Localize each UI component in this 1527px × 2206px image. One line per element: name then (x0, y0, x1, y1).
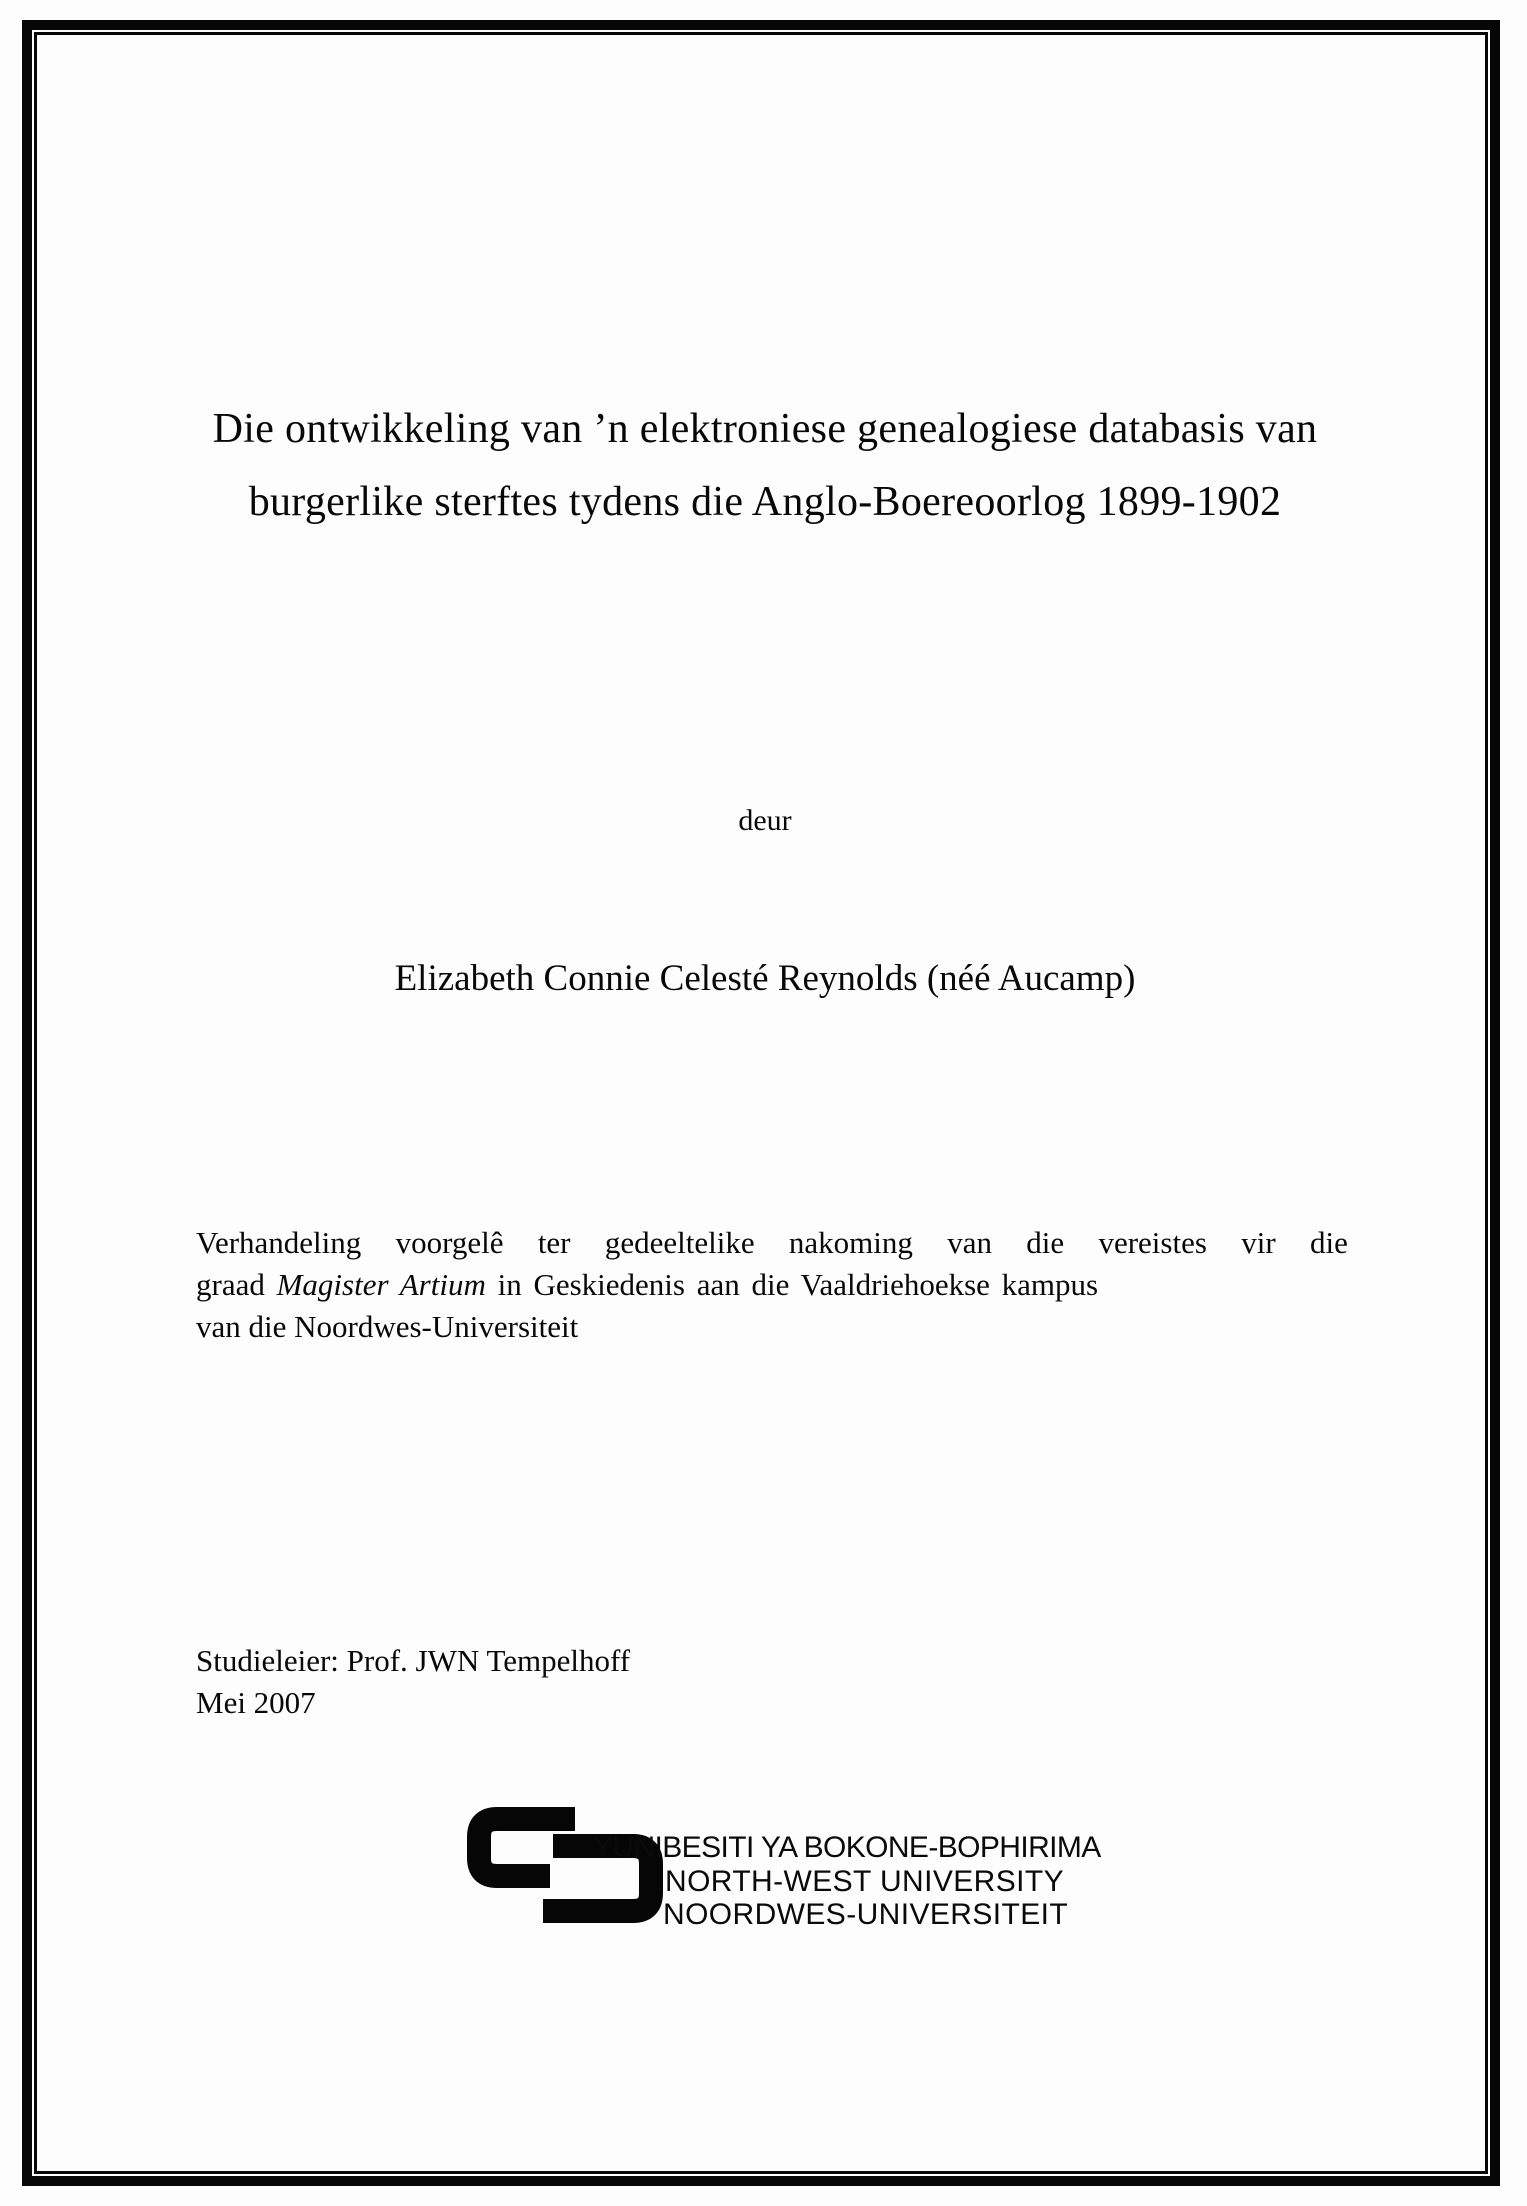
degree-statement-word: voorgelê (395, 1225, 504, 1260)
thesis-title (40, 393, 1490, 539)
degree-statement-line-2 (196, 1264, 1348, 1306)
degree-statement-word: nakoming (788, 1225, 913, 1260)
degree-name-italic: Magister Artium (276, 1267, 486, 1302)
logo-text-english: NORTH-WEST UNIVERSITY (665, 1865, 1064, 1898)
university-logo (467, 1805, 1207, 1945)
logo-text-setswana: YUNIBESITI YA BOKONE-BOPHIRIMA (593, 1831, 1101, 1864)
degree-statement-line-3: van die Noordwes-Universiteit (196, 1309, 579, 1344)
supervisor-and-date (196, 1640, 630, 1724)
supervisor-line: Studieleier: Prof. JWN Tempelhoff (196, 1643, 631, 1678)
date-line: Mei 2007 (196, 1685, 316, 1720)
degree-statement-word: die (1026, 1225, 1065, 1260)
degree-statement-word: Verhandeling (196, 1225, 362, 1260)
author-name: Elizabeth Connie Celesté Reynolds (néé Aucamp) (394, 958, 1136, 999)
nwu-chainlink-logo-icon (467, 1807, 663, 1925)
degree-statement-line-2-pre: graad (196, 1267, 277, 1302)
degree-statement-word: die (1310, 1225, 1348, 1260)
degree-statement-word: gedeeltelike (604, 1225, 755, 1260)
logo-text-afrikaans: NOORDWES-UNIVERSITEIT (663, 1898, 1069, 1931)
byline-deur: deur (738, 804, 792, 837)
degree-statement-line-2-post: in Geskiedenis aan die Vaaldriehoekse kampus (485, 1267, 1099, 1302)
thesis-title-line-1: Die ontwikkeling van ’n elektroniese genealogiese databasis van (212, 406, 1318, 452)
degree-statement-word: vereistes (1098, 1225, 1207, 1260)
degree-statement (196, 1222, 1348, 1348)
degree-statement-word: ter (537, 1225, 571, 1260)
degree-statement-word: van (947, 1225, 992, 1260)
degree-statement-line-1 (196, 1222, 1348, 1264)
thesis-title-line-2: burgerlike sterftes tydens die Anglo-Boereoorlog 1899-1902 (248, 479, 1282, 525)
degree-statement-word: vir (1241, 1225, 1276, 1260)
